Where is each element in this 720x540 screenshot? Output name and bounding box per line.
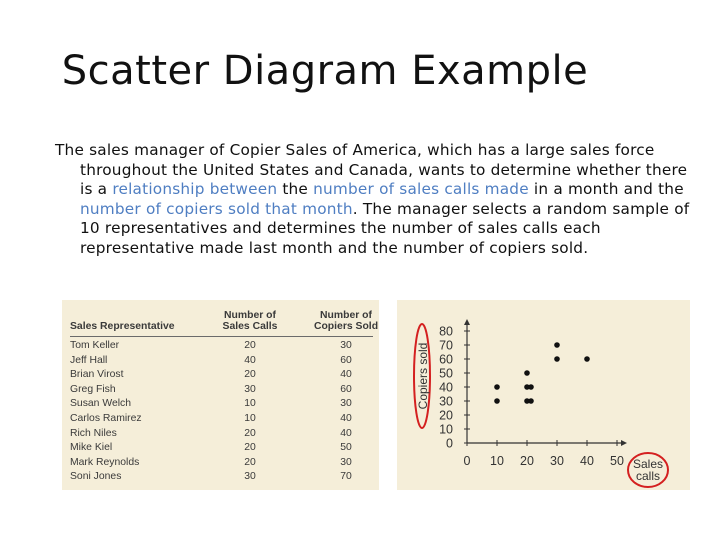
calls-value: 20 bbox=[244, 442, 256, 454]
table-row bbox=[70, 368, 373, 383]
data-point bbox=[528, 384, 534, 390]
header-copiers-sold bbox=[305, 310, 387, 332]
table-row bbox=[70, 354, 373, 369]
rep-name: Susan Welch bbox=[70, 398, 132, 410]
calls-value: 20 bbox=[244, 340, 256, 351]
table-row bbox=[70, 456, 373, 471]
table-row bbox=[70, 383, 373, 398]
rep-name: Greg Fish bbox=[70, 383, 116, 395]
x-tick-label: 30 bbox=[550, 454, 564, 468]
desc-text-2: the bbox=[277, 180, 314, 199]
sold-value: 40 bbox=[340, 427, 352, 439]
rep-name: Mike Kiel bbox=[70, 442, 113, 454]
description-paragraph bbox=[55, 141, 690, 259]
table-row bbox=[70, 441, 373, 456]
x-tick-label: 20 bbox=[520, 454, 534, 468]
data-point bbox=[584, 356, 590, 362]
calls-value: 20 bbox=[244, 369, 256, 381]
calls-value: 30 bbox=[244, 383, 256, 395]
rep-name: Soni Jones bbox=[70, 471, 122, 483]
sold-value: 30 bbox=[340, 340, 352, 351]
sold-value: 40 bbox=[340, 369, 352, 381]
table-row bbox=[70, 470, 373, 485]
table-row bbox=[70, 427, 373, 442]
x-tick-label: 0 bbox=[463, 454, 471, 468]
desc-text-1: The sales manager of Copier Sales of America, which has a large sales force throughout the United States and Canada, wants to determine whether there is a bbox=[55, 141, 688, 199]
rep-name: Rich Niles bbox=[70, 427, 117, 439]
y-tick-label: 50 bbox=[439, 366, 453, 381]
calls-value: 20 bbox=[244, 427, 256, 439]
y-tick-label: 20 bbox=[439, 408, 453, 423]
header-calls-line-2: Sales Calls bbox=[222, 321, 278, 332]
sold-value: 60 bbox=[340, 383, 352, 395]
y-tick-label: 80 bbox=[439, 324, 453, 339]
calls-value: 20 bbox=[244, 456, 256, 468]
y-tick-label: 60 bbox=[439, 352, 453, 367]
x-tick-label: 10 bbox=[490, 454, 504, 468]
rep-name: Jeff Hall bbox=[70, 354, 108, 366]
sold-value: 30 bbox=[340, 456, 352, 468]
header-sold-line-2: Copiers Sold bbox=[313, 321, 379, 332]
calls-value: 10 bbox=[244, 398, 256, 410]
data-point bbox=[554, 342, 560, 348]
table-row bbox=[70, 339, 373, 354]
header-sales-calls bbox=[210, 310, 290, 332]
sales-data-table bbox=[62, 300, 379, 490]
table-row bbox=[70, 412, 373, 427]
description-text bbox=[55, 141, 690, 259]
rep-name: Brian Virost bbox=[70, 369, 124, 381]
rep-name: Carlos Ramirez bbox=[70, 413, 142, 424]
highlight-relationship: relationship between bbox=[112, 180, 278, 199]
y-tick-label: 30 bbox=[439, 394, 453, 409]
data-point bbox=[554, 356, 560, 362]
x-tick-label: 50 bbox=[610, 454, 624, 468]
y-axis-arrow bbox=[464, 319, 470, 325]
x-axis-arrow bbox=[621, 440, 627, 446]
y-axis-title: Copiers sold bbox=[416, 342, 430, 410]
sold-value: 70 bbox=[340, 471, 352, 483]
y-tick-label: 10 bbox=[439, 422, 453, 437]
scatter-chart-panel bbox=[397, 300, 690, 490]
sold-value: 60 bbox=[340, 354, 352, 366]
highlight-sales-calls: number of sales calls made bbox=[313, 180, 529, 199]
y-tick-label: 40 bbox=[439, 380, 453, 395]
scatter-chart bbox=[397, 300, 690, 490]
table-header bbox=[70, 306, 379, 337]
y-tick-label: 70 bbox=[439, 338, 453, 353]
header-sales-representative: Sales Representative bbox=[70, 321, 175, 332]
header-calls-line-1: Number of bbox=[224, 310, 276, 321]
x-axis-title: Sales calls bbox=[632, 457, 664, 483]
x-tick-label: 40 bbox=[580, 454, 594, 468]
sold-value: 30 bbox=[340, 398, 352, 410]
calls-value: 40 bbox=[244, 354, 256, 366]
table-row bbox=[70, 397, 373, 412]
data-point bbox=[528, 398, 534, 404]
calls-value: 10 bbox=[244, 413, 256, 424]
y-tick-label: 0 bbox=[446, 436, 453, 451]
rep-name: Tom Keller bbox=[70, 340, 120, 351]
data-point bbox=[524, 370, 530, 376]
sold-value: 40 bbox=[340, 413, 352, 424]
slide-title: Scatter Diagram Example bbox=[61, 48, 589, 94]
rep-name: Mark Reynolds bbox=[70, 456, 140, 468]
data-point bbox=[494, 398, 500, 404]
desc-text-3: in a month and the bbox=[528, 180, 684, 199]
calls-value: 30 bbox=[244, 471, 256, 483]
data-point bbox=[494, 384, 500, 390]
header-sold-line-1: Number of bbox=[320, 310, 372, 321]
highlight-copiers-sold: number of copiers sold that month bbox=[80, 199, 353, 218]
sold-value: 50 bbox=[340, 442, 352, 454]
desc-text-4: . The manager selects a random sample of 10 representatives and determines the number of sales calls each representative made last month and the number of copiers sold. bbox=[80, 199, 690, 257]
